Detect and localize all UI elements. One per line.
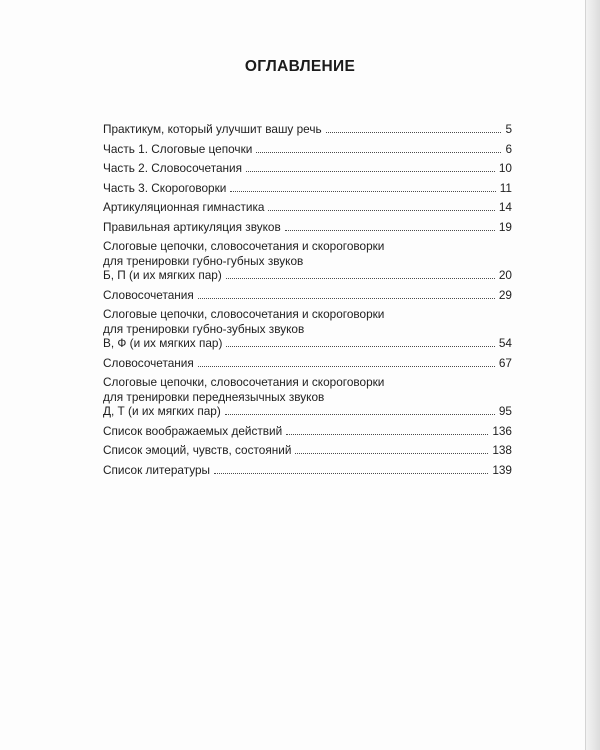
toc-entry-title: Практикум, который улучшит вашу речь [103,122,322,136]
toc-entry [103,181,512,196]
toc-entry-title: Артикуляционная гимнастика [103,200,265,214]
toc-page-number: 19 [498,219,512,234]
toc-page-number: 6 [505,141,512,156]
dot-leader [230,183,495,192]
toc-entry-title-line: Д, Т (и их мягких пар) [103,404,221,418]
toc-entry [103,424,512,439]
toc-entry [103,463,512,478]
toc-entry-title: Часть 2. Словосочетания [103,161,243,175]
toc-page-number: 67 [498,355,512,370]
toc-page-number: 20 [498,268,512,282]
toc-entry [103,122,512,137]
toc-entry [103,200,512,215]
toc-page-number: 5 [505,122,512,136]
toc-entry [103,356,512,371]
page-title: ОГЛАВЛЕНИЕ [244,58,356,75]
toc-page-number: 10 [498,161,512,175]
dot-leader [295,445,488,454]
toc-entry-title-line: Слоговые цепочки, словосочетания и скороговорки [103,375,385,389]
toc-page-number: 95 [498,404,512,418]
dot-leader [226,270,495,279]
dot-leader [285,222,495,231]
dot-leader [198,290,495,299]
toc-entry [103,220,512,235]
toc-page-number: 139 [492,462,512,477]
toc-entry-title-line: для тренировки переднеязычных звуков [103,389,325,404]
dot-leader [268,202,494,211]
dot-leader [286,426,488,435]
toc-entry [103,161,512,176]
dot-leader [198,358,495,367]
toc-entry-title: Словосочетания [103,287,194,302]
toc-entry-title-line: В, Ф (и их мягких пар) [103,336,223,350]
toc-entry-title: Список литературы [103,462,211,477]
toc-entry [103,443,512,458]
toc-entry-title: Часть 3. Скороговорки [103,180,227,195]
toc-entry [103,375,512,419]
dot-leader [256,144,501,153]
toc-entry-title-line: для тренировки губно-зубных звуков [103,321,305,336]
toc-entry [103,288,512,303]
toc-entry [103,307,512,351]
table-of-contents [103,122,512,482]
toc-page-number: 54 [498,336,512,350]
toc-entry [103,239,512,283]
toc-entry-title: Список воображаемых действий [103,423,283,438]
toc-entry-title-line: Б, П (и их мягких пар) [103,268,222,282]
toc-entry-title: Часть 1. Слоговые цепочки [103,141,253,156]
toc-entry-title: Правильная артикуляция звуков [103,219,281,234]
toc-page-number: 14 [498,200,512,214]
toc-entry-title-line: Слоговые цепочки, словосочетания и скороговорки [103,239,385,253]
dot-leader [226,338,494,347]
toc-page-number: 136 [492,423,512,438]
toc-entry-title-line: для тренировки губно-губных звуков [103,253,304,268]
dot-leader [214,465,488,474]
page-edge-shadow [586,0,600,750]
toc-entry [103,142,512,157]
dot-leader [326,124,502,133]
toc-entry-title: Список эмоций, чувств, состояний [103,443,292,457]
dot-leader [246,163,495,172]
toc-page-number: 138 [492,443,512,457]
dot-leader [225,406,495,415]
toc-page-number: 11 [499,180,512,195]
toc-page-number: 29 [498,287,512,302]
toc-entry-title-line: Слоговые цепочки, словосочетания и скороговорки [103,307,385,321]
toc-entry-title: Словосочетания [103,355,194,370]
